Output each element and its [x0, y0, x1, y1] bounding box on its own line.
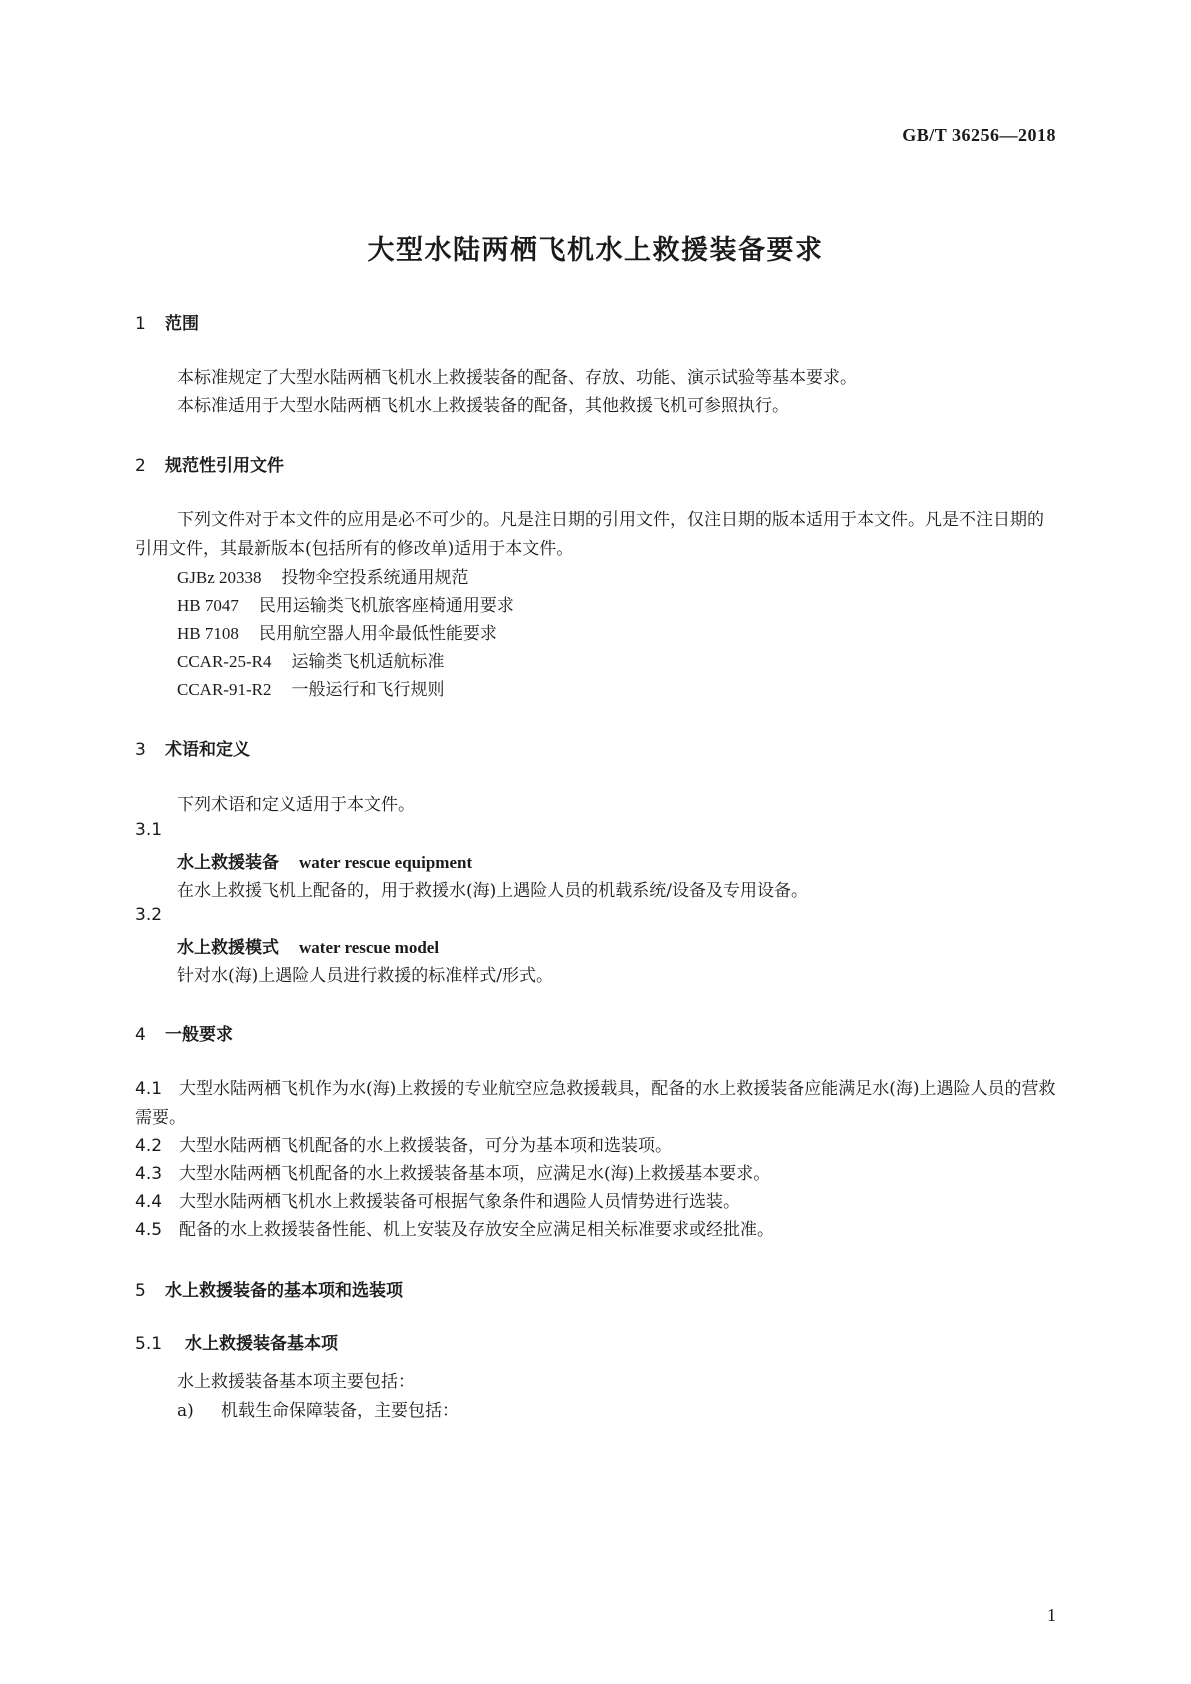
section-title: 一般要求 [165, 1025, 233, 1045]
clause-number: 4.5 [135, 1220, 163, 1240]
scope-paragraph-2: 本标准适用于大型水陆两栖飞机水上救援装备的配备，其他救援飞机可参照执行。 [177, 396, 789, 416]
reference-item [177, 647, 444, 672]
basic-items-intro: 水上救援装备基本项主要包括： [177, 1372, 415, 1392]
term-name [177, 848, 472, 873]
terms-intro: 下列术语和定义适用于本文件。 [177, 795, 415, 815]
term-definition: 针对水(海)上遇险人员进行救援的标准样式/形式。 [177, 966, 553, 986]
normative-references-intro: 下列文件对于本文件的应用是必不可少的。凡是注日期的引用文件，仅注日期的版本适用于本文件。凡是不注日期的引用文件，其最新版本(包括所有的修改单)适用于本文件。 [135, 510, 1044, 559]
clause-text: 大型水陆两栖飞机作为水(海)上救援的专业航空应急救援载具，配备的水上救援装备应能满足水(海)上遇险人员的营救需要。 [135, 1079, 1056, 1128]
section-4-heading [135, 1020, 233, 1045]
section-number: 1 [135, 314, 146, 334]
reference-code: HB 7047 [177, 596, 239, 615]
section-title: 水上救援装备的基本项和选装项 [165, 1281, 403, 1301]
section-title: 术语和定义 [165, 740, 250, 760]
section-title: 范围 [165, 314, 199, 334]
reference-item [177, 591, 514, 616]
list-marker: a) [177, 1401, 194, 1421]
reference-title: 一般运行和飞行规则 [291, 680, 445, 700]
section-1-heading [135, 309, 199, 334]
reference-title: 民用航空器人用伞最低性能要求 [258, 624, 497, 644]
term-number: 3.2 [135, 905, 163, 925]
term-name-cn: 水上救援模式 [177, 938, 279, 958]
scope-paragraph-1: 本标准规定了大型水陆两栖飞机水上救援装备的配备、存放、功能、演示试验等基本要求。 [177, 368, 857, 388]
term-name-en: water rescue equipment [299, 853, 473, 872]
clause-number: 4.1 [135, 1079, 163, 1099]
clause-number: 4.2 [135, 1136, 163, 1156]
clause [135, 1132, 1060, 1161]
reference-code: GJBz 20338 [177, 568, 262, 587]
page-number: 1 [1047, 1605, 1056, 1625]
reference-title: 投物伞空投系统通用规范 [281, 568, 469, 588]
section-number: 2 [135, 456, 146, 476]
term-name-cn: 水上救援装备 [177, 853, 279, 873]
clause-text: 大型水陆两栖飞机配备的水上救援装备基本项，应满足水(海)上救援基本要求。 [179, 1164, 771, 1184]
section-number: 3 [135, 740, 146, 760]
reference-code: CCAR-25-R4 [177, 652, 272, 671]
section-number: 4 [135, 1025, 146, 1045]
subsection-title: 水上救援装备基本项 [185, 1334, 338, 1354]
section-3-heading [135, 735, 250, 760]
reference-code: HB 7108 [177, 624, 239, 643]
clause [135, 1075, 1060, 1133]
clause-number: 4.3 [135, 1164, 163, 1184]
clause-text: 大型水陆两栖飞机水上救援装备可根据气象条件和遇险人员情势进行选装。 [179, 1192, 740, 1212]
reference-item [177, 563, 469, 588]
reference-title: 运输类飞机适航标准 [291, 652, 445, 672]
section-title: 规范性引用文件 [165, 456, 284, 476]
list-item-text: 机载生命保障装备，主要包括： [221, 1401, 459, 1421]
reference-code: CCAR-91-R2 [177, 680, 272, 699]
clause-number: 4.4 [135, 1192, 163, 1212]
term-name-en: water rescue model [299, 938, 440, 957]
term-definition: 在水上救援飞机上配备的，用于救援水(海)上遇险人员的机载系统/设备及专用设备。 [177, 881, 808, 901]
standard-code: GB/T 36256—2018 [902, 125, 1056, 145]
clause [135, 1216, 1060, 1245]
clause [135, 1188, 1060, 1217]
reference-title: 民用运输类飞机旅客座椅通用要求 [258, 596, 514, 616]
section-number: 5 [135, 1281, 146, 1301]
subsection-5-1-heading [135, 1329, 338, 1354]
term-name [177, 933, 439, 958]
reference-item [177, 675, 444, 700]
document-title: 大型水陆两栖飞机水上救援装备要求 [367, 235, 824, 266]
list-item [177, 1396, 459, 1421]
clause-text: 配备的水上救援装备性能、机上安装及存放安全应满足相关标准要求或经批准。 [179, 1220, 774, 1240]
subsection-number: 5.1 [135, 1334, 163, 1354]
clause [135, 1160, 1060, 1189]
clause-text: 大型水陆两栖飞机配备的水上救援装备，可分为基本项和选装项。 [179, 1136, 672, 1156]
reference-item [177, 619, 497, 644]
section-5-heading [135, 1276, 403, 1301]
term-number: 3.1 [135, 820, 163, 840]
section-2-heading [135, 451, 284, 476]
